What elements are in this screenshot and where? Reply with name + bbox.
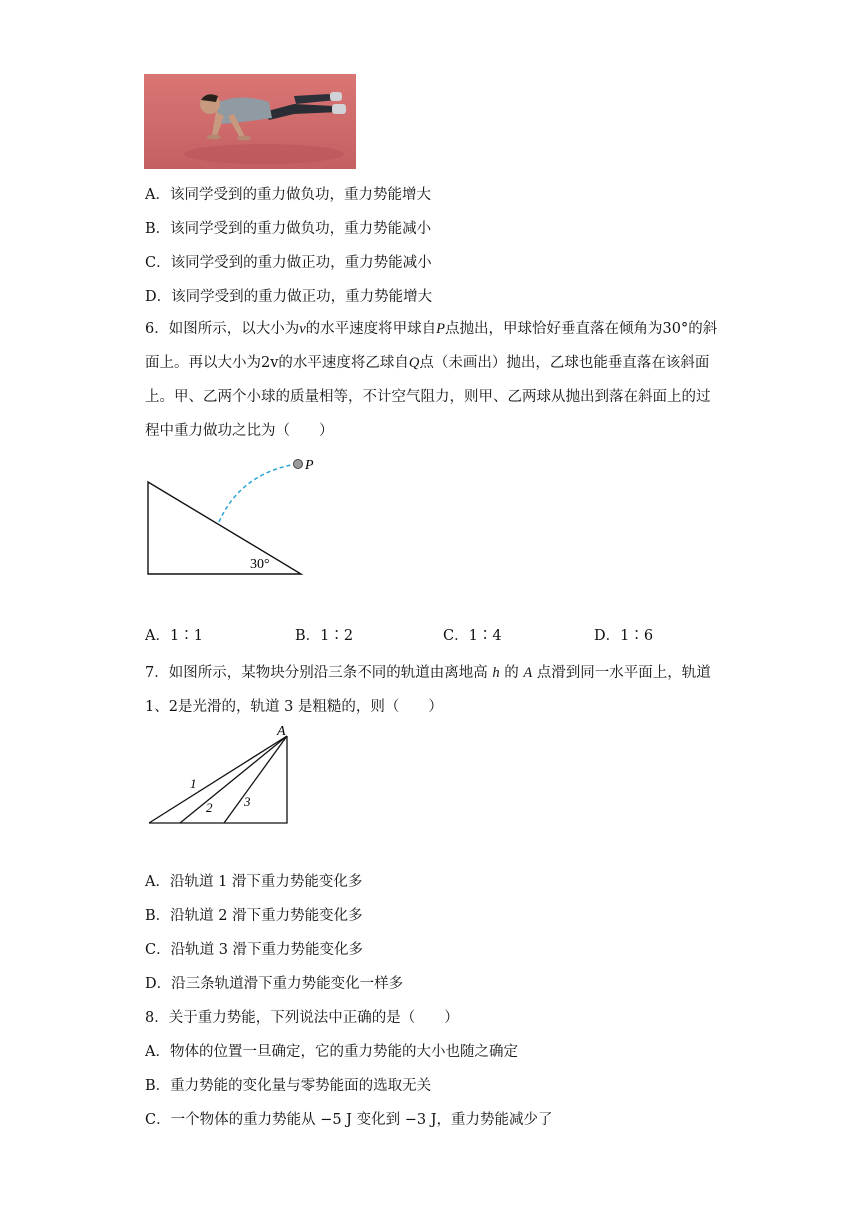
pushup-person-icon bbox=[144, 74, 356, 169]
q7-stem: 7．如图所示，某物块分别沿三条不同的轨道由离地高 h 的 A 点滑到同一水平面上，轨道1、2是光滑的，轨道 3 是粗糙的，则（ ） bbox=[145, 665, 711, 715]
apex-label-a: A bbox=[277, 724, 286, 739]
q6-stem: 6．如图所示，以大小为v的水平速度将甲球自P点抛出，甲球恰好垂直落在倾角为30°的斜面上。再以大小为2v的水平速度将乙球自Q点（未画出）抛出，乙球也能垂直落在该斜面上。甲、乙两个小球的质量相等，不计空气阻力，则甲、乙两球从抛出到落在斜面上的过程中重力做功之比为（ ） bbox=[145, 321, 718, 439]
q7-option-a: A．沿轨道 1 滑下重力势能变化多 bbox=[145, 874, 363, 890]
incline-triangle bbox=[148, 482, 301, 574]
q5-option-b: B．该同学受到的重力做负功，重力势能减小 bbox=[145, 221, 432, 237]
q8-option-a: A．物体的位置一旦确定，它的重力势能的大小也随之确定 bbox=[145, 1044, 518, 1060]
q5-option-c: C．该同学受到的重力做正功，重力势能减小 bbox=[145, 255, 432, 271]
q6-incline-figure bbox=[140, 452, 320, 582]
track-label-2: 2 bbox=[206, 800, 213, 815]
q7-option-c: C．沿轨道 3 滑下重力势能变化多 bbox=[145, 942, 364, 958]
q6-option-d: D．1∶6 bbox=[594, 628, 654, 644]
q8-stem: 8．关于重力势能，下列说法中正确的是（ ） bbox=[145, 1010, 459, 1026]
q7-tracks-figure bbox=[140, 720, 300, 830]
track-label-1: 1 bbox=[190, 776, 197, 791]
trajectory-curve bbox=[219, 464, 296, 522]
q6-option-c: C．1∶4 bbox=[443, 628, 502, 644]
q8-option-b: B．重力势能的变化量与零势能面的选取无关 bbox=[145, 1078, 432, 1094]
pushup-photo bbox=[144, 74, 356, 169]
q6-options bbox=[145, 624, 745, 644]
q7-option-d: D．沿三条轨道滑下重力势能变化一样多 bbox=[145, 976, 404, 992]
q5-option-a: A．该同学受到的重力做负功，重力势能增大 bbox=[145, 187, 431, 203]
ball-p bbox=[294, 460, 303, 469]
track-1 bbox=[149, 736, 287, 823]
point-label-p: P bbox=[305, 458, 314, 473]
q6-option-a: A．1∶1 bbox=[145, 628, 203, 644]
q8-option-c: C．一个物体的重力势能从 −5 J 变化到 −3 J，重力势能减少了 bbox=[145, 1112, 553, 1128]
q5-option-d: D．该同学受到的重力做正功，重力势能增大 bbox=[145, 289, 433, 305]
angle-label: 30° bbox=[250, 557, 270, 572]
track-label-3: 3 bbox=[244, 794, 251, 809]
q6-option-b: B．1∶2 bbox=[295, 628, 354, 644]
q7-option-b: B．沿轨道 2 滑下重力势能变化多 bbox=[145, 908, 363, 924]
